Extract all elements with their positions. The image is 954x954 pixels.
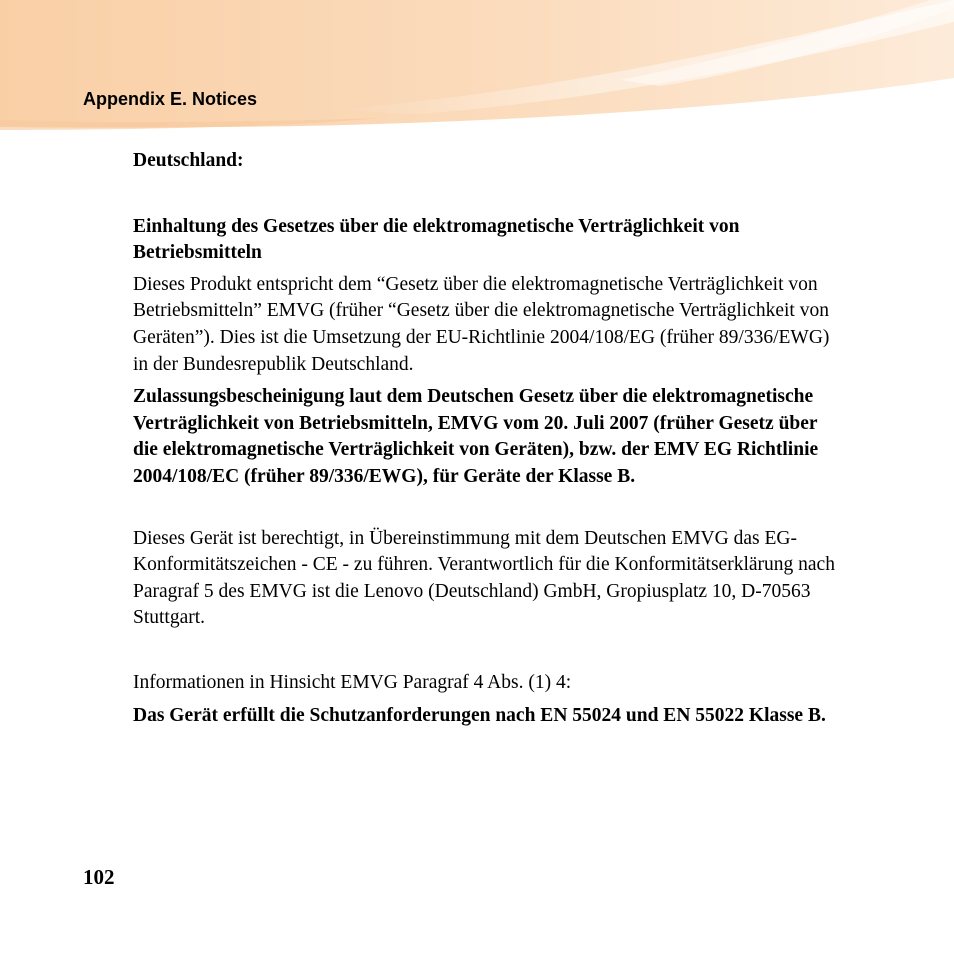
running-header: Appendix E. Notices — [83, 89, 258, 109]
section-label: Deutschland: — [133, 150, 244, 171]
paragraph-ce-conformity: Dieses Gerät ist berechtigt, in Übereinstimmung mit dem Deutschen EMVG das EG-Konformitätszeichen - CE - zu führen. Verantwortlich für die Konformitätserklärung nach Paragraf 5 des EMVG ist die Lenovo (Deutschland) GmbH, Gropiusplatz 10, D-70563 Stuttgart. — [133, 527, 835, 629]
page-number: 102 — [83, 865, 115, 889]
paragraph-emvg: Dieses Produkt entspricht dem “Gesetz über die elektromagnetische Verträglichkeit von Betriebsmitteln” EMVG (früher “Gesetz über die elektromagnetische Verträglichkeit von Geräten”). Dies ist die Umsetzung der EU-Richtlinie 2004/108/EG (früher 89/336/EWG) in der Bundesrepublik Deutschland. — [133, 273, 830, 375]
info-line: Informationen in Hinsicht EMVG Paragraf 4 Abs. (1) 4: — [133, 671, 572, 693]
certification-statement: Zulassungsbescheinigung laut dem Deutschen Gesetz über die elektromagnetische Verträglichkeit von Betriebsmitteln, EMVG vom 20. Juli 2007 (früher Gesetz über die elektromagnetische Verträglichkeit von Geräten), bzw. der EMV EG Richtlinie 2004/108/EC (früher 89/336/EWG), für Geräte der Klasse B. — [133, 386, 819, 487]
requirement-statement: Das Gerät erfüllt die Schutzanforderungen nach EN 55024 und EN 55022 Klasse B. — [133, 704, 826, 726]
notice-body — [133, 148, 845, 729]
section-heading: Einhaltung des Gesetzes über die elektromagnetische Verträglichkeit von Betriebsmitteln — [133, 215, 740, 264]
header-decoration — [0, 0, 954, 135]
